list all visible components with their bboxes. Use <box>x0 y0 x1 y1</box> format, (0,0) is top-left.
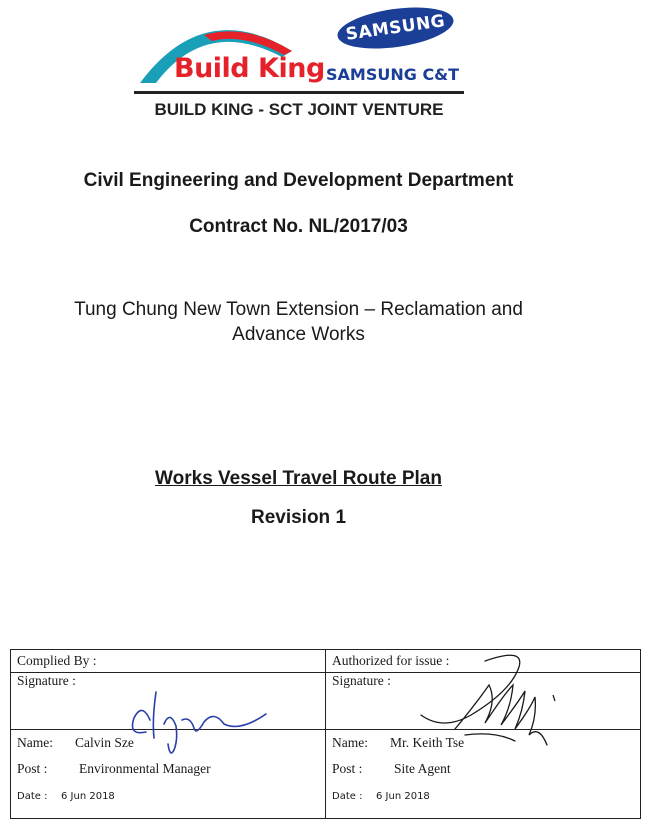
project-title-line-1: Tung Chung New Town Extension – Reclamation and <box>74 299 523 320</box>
compiled-date: 6 Jun 2018 <box>61 791 115 802</box>
samsung-wordmark: SAMSUNG <box>344 11 447 45</box>
document-title: Works Vessel Travel Route Plan <box>155 468 442 489</box>
compiled-name: Calvin Sze <box>75 735 134 750</box>
revision-label: Revision 1 <box>250 507 347 528</box>
compiled-details-cell <box>11 730 326 819</box>
compiled-name-label: Name: <box>17 735 53 750</box>
authorized-post: Site Agent <box>394 761 451 776</box>
joint-venture-name: BUILD KING - SCT JOINT VENTURE <box>154 100 444 119</box>
authorized-details-cell <box>326 730 641 819</box>
authorized-signature-cell: Signature : <box>326 673 641 730</box>
compiled-post-label: Post : <box>17 761 48 776</box>
signoff-table <box>10 649 641 819</box>
contract-number: Contract No. NL/2017/03 <box>189 216 408 237</box>
samsung-ct-wordmark: SAMSUNG C&T <box>326 65 460 84</box>
compiled-by-heading: Complied By : <box>11 650 326 673</box>
compiled-signature-cell: Signature : <box>11 673 326 730</box>
authorized-name: Mr. Keith Tse <box>390 735 465 750</box>
authorized-date: 6 Jun 2018 <box>376 791 430 802</box>
project-title <box>0 297 597 347</box>
compiled-date-label: Date : <box>17 791 48 802</box>
authorized-heading: Authorized for issue : <box>326 650 641 673</box>
build-king-wordmark: Build King <box>174 53 325 84</box>
authorized-name-label: Name: <box>332 735 368 750</box>
company-logo <box>134 5 464 125</box>
project-title-line-2: Advance Works <box>232 324 365 345</box>
authorized-date-label: Date : <box>332 791 363 802</box>
department-title: Civil Engineering and Development Department <box>83 170 514 191</box>
logo-divider <box>134 91 464 94</box>
authorized-post-label: Post : <box>332 761 363 776</box>
compiled-post: Environmental Manager <box>79 761 211 776</box>
